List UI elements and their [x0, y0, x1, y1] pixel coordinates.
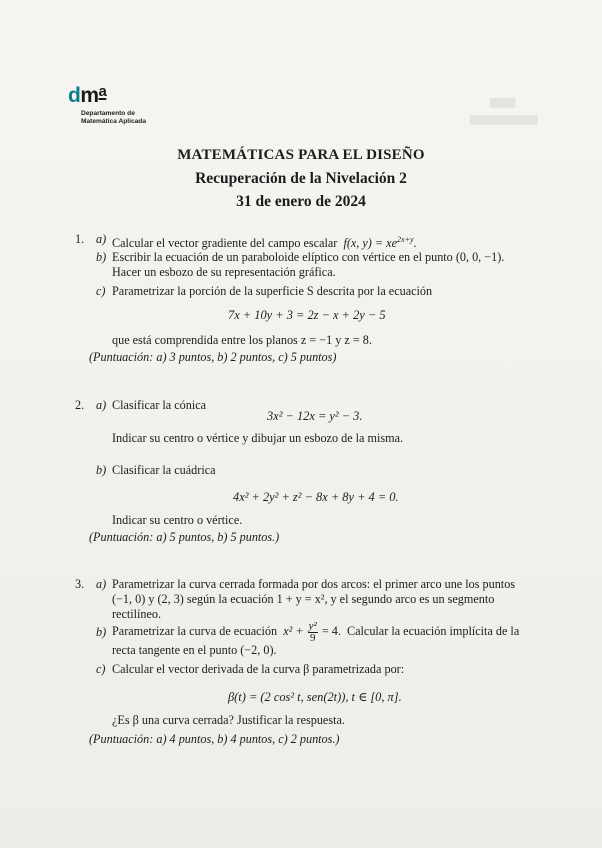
dma-logo-mark: $dm^a$ — [68, 83, 107, 107]
q3b-line2: recta tangente en el punto (−2, 0). — [112, 643, 277, 657]
q1b-line2: Hacer un esbozo de su representación gráfica. — [112, 265, 336, 279]
exam-title: Recuperación de la Nivelación 2 — [195, 170, 407, 187]
q2-score: (Puntuación: a) 5 puntos, b) 5 puntos.) — [89, 530, 280, 544]
q2b-text: Clasificar la cuádrica — [112, 463, 216, 477]
q3a-line1: Parametrizar la curva cerrada formada por dos arcos: el primer arco une los puntos — [112, 577, 516, 591]
question-number: 1. — [75, 232, 85, 246]
q1c-line1: Parametrizar la porción de la superficie S descrita por la ecuación — [112, 284, 433, 298]
q3-score: (Puntuación: a) 4 puntos, b) 4 puntos, c) 2 puntos.) — [89, 732, 340, 746]
department-logo — [68, 83, 146, 125]
q3c-equation: β(t) = (2 cos² t, sen(2t)), t ∈ [0, π]. — [228, 690, 402, 704]
part-label: c) — [96, 284, 106, 298]
part-label: c) — [96, 662, 106, 676]
q3c-line2: ¿Es β una curva cerrada? Justificar la respuesta. — [112, 713, 345, 727]
exam-date: 31 de enero de 2024 — [236, 193, 366, 210]
q2b-equation: 4x² + 2y² + z² − 8x + 8y + 4 = 0. — [233, 490, 399, 504]
q3a-line2: (−1, 0) y (2, 3) según la ecuación 1 + y = x², y el segundo arco es un segmento — [112, 592, 495, 606]
q1c-equation: 7x + 10y + 3 = 2z − x + 2y − 5 — [228, 308, 386, 322]
bleed-through-mark: ▆▆▆▆▆▆▆▆ — [470, 113, 538, 125]
question-number: 3. — [75, 577, 85, 591]
part-label: a) — [96, 577, 107, 591]
q1c-line2: que está comprendida entre los planos z = −1 y z = 8. — [112, 333, 372, 347]
q1b-line1: Escribir la ecuación de un paraboloide elíptico con vértice en el punto (0, 0, −1). — [112, 250, 505, 264]
q3b-line1: Parametrizar la curva de ecuación x² + $\frac{\text{y²}}{9}$ = 4. Calcular la ecuación implícita de la — [112, 619, 520, 644]
part-label: b) — [96, 250, 107, 264]
question-number: 2. — [75, 398, 85, 412]
part-label: b) — [96, 625, 107, 639]
q2b-line2: Indicar su centro o vértice. — [112, 513, 243, 527]
q3a-line3: rectilíneo. — [112, 607, 162, 621]
q1a-text: Calcular el vector gradiente del campo escalar f(x, $y) = xe^{2x+y}$. — [112, 235, 417, 251]
q2a-line2: Indicar su centro o vértice y dibujar un esbozo de la misma. — [112, 431, 404, 445]
q3c-line1: Calcular el vector derivada de la curva β parametrizada por: — [112, 662, 405, 676]
q1-score: (Puntuación: a) 3 puntos, b) 2 puntos, c) 5 puntos) — [89, 350, 337, 364]
part-label: a) — [96, 398, 107, 412]
course-title: MATEMÁTICAS PARA EL DISEÑO — [177, 147, 425, 163]
part-label: a) — [96, 232, 107, 246]
fraction: $\frac{\text{y²}}{9}$ — [308, 619, 317, 644]
q2a-text: Clasificar la cónica — [112, 398, 207, 412]
part-label: b) — [96, 463, 107, 477]
bleed-through-mark: ▆▆▆ — [490, 96, 516, 108]
logo-department-name: Departamento de Matemática Aplicada — [81, 110, 146, 125]
q2a-equation: 3x² − 12x = y² − 3. — [267, 409, 363, 423]
